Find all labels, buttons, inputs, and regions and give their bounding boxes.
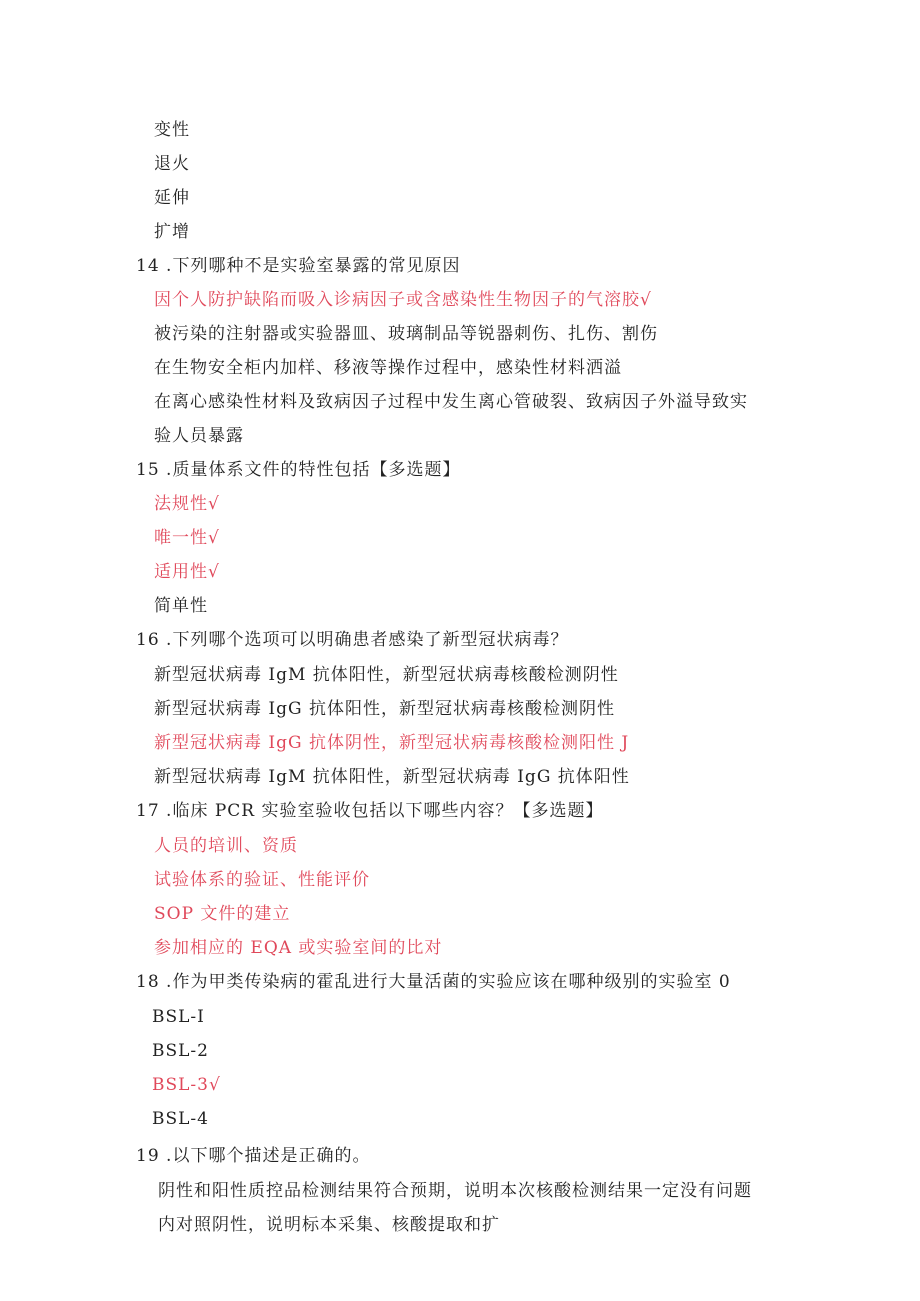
option-line-correct: 试验体系的验证、性能评价 bbox=[154, 870, 370, 890]
option-line: 在生物安全柜内加样、移液等操作过程中，感染性材料洒溢 bbox=[154, 358, 622, 378]
option-line: 简单性 bbox=[154, 596, 208, 616]
option-line-correct: SOP 文件的建立 bbox=[154, 904, 291, 924]
option-line: 延伸 bbox=[154, 188, 190, 208]
option-line-correct: 参加相应的 EQA 或实验室间的比对 bbox=[154, 938, 443, 958]
option-line: 退火 bbox=[154, 154, 190, 174]
option-line: 新型冠状病毒 IgG 抗体阳性，新型冠状病毒核酸检测阴性 bbox=[154, 699, 615, 719]
option-line-correct: BSL-3√ bbox=[152, 1075, 221, 1095]
question-14: 14 .下列哪种不是实验室暴露的常见原因 bbox=[136, 256, 461, 276]
question-16: 16 .下列哪个选项可以明确患者感染了新型冠状病毒？ bbox=[136, 630, 569, 650]
option-line-correct: 因个人防护缺陷而吸入诊病因子或含感染性生物因子的气溶胶√ bbox=[154, 290, 652, 310]
option-line: 被污染的注射器或实验器皿、玻璃制品等锐器刺伤、扎伤、割伤 bbox=[154, 324, 658, 344]
option-line: BSL-4 bbox=[152, 1109, 209, 1129]
option-line: 新型冠状病毒 IgM 抗体阳性，新型冠状病毒核酸检测阴性 bbox=[154, 665, 619, 685]
option-line-correct: 适用性√ bbox=[154, 562, 220, 582]
option-line-correct: 法规性√ bbox=[154, 494, 220, 514]
option-line: 阴性和阳性质控品检测结果符合预期，说明本次核酸检测结果一定没有问题 bbox=[158, 1181, 752, 1201]
option-line-correct: 唯一性√ bbox=[154, 528, 220, 548]
option-line: BSL-I bbox=[152, 1007, 205, 1027]
question-19: 19 .以下哪个描述是正确的。 bbox=[136, 1146, 371, 1166]
option-line: 在离心感染性材料及致病因子过程中发生离心管破裂、致病因子外溢导致实 bbox=[154, 392, 748, 412]
option-line-continuation: 验人员暴露 bbox=[154, 426, 244, 446]
option-line: 扩增 bbox=[154, 222, 190, 242]
question-15: 15 .质量体系文件的特性包括【多选题】 bbox=[136, 460, 461, 480]
question-18: 18 .作为甲类传染病的霍乱进行大量活菌的实验应该在哪种级别的实验室 0 bbox=[136, 972, 731, 992]
option-line: 内对照阴性，说明标本采集、核酸提取和扩 bbox=[158, 1215, 500, 1235]
option-line: 变性 bbox=[154, 120, 190, 140]
option-line: 新型冠状病毒 IgM 抗体阳性，新型冠状病毒 IgG 抗体阳性 bbox=[154, 767, 630, 787]
option-line-correct: 新型冠状病毒 IgG 抗体阴性，新型冠状病毒核酸检测阳性 J bbox=[154, 733, 630, 753]
option-line-correct: 人员的培训、资质 bbox=[154, 836, 298, 856]
option-line: BSL-2 bbox=[152, 1041, 209, 1061]
question-17: 17 .临床 PCR 实验室验收包括以下哪些内容？【多选题】 bbox=[136, 801, 604, 821]
